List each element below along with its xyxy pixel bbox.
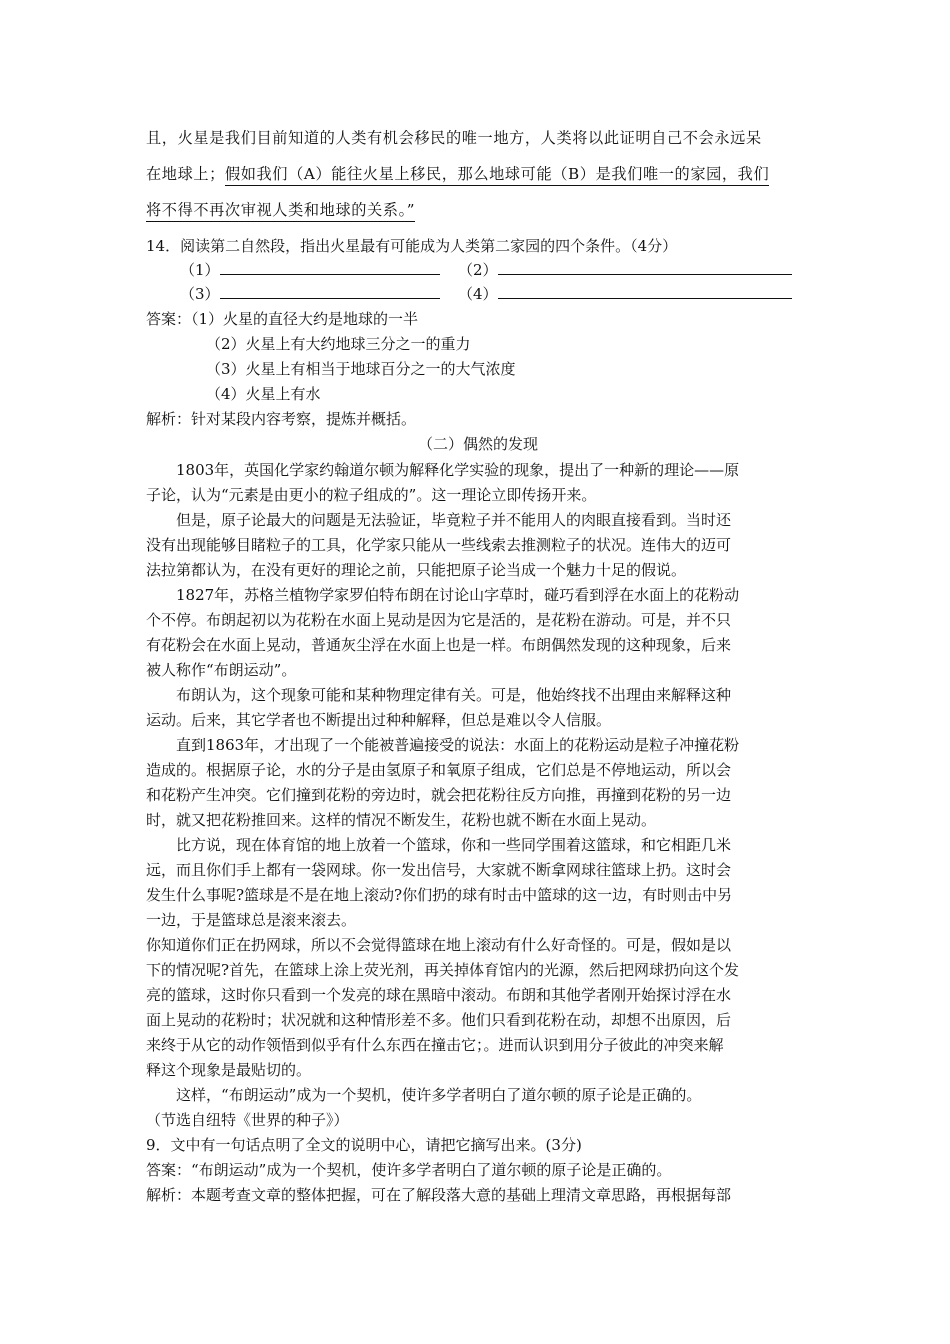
analysis-14: 解析：针对某段内容考察，提炼并概括。 [146, 410, 417, 428]
blank-4 [458, 283, 792, 305]
paragraph-line: 子论，认为“元素是由更小的粒子组成的”。这一理论立即传扬开来。 [146, 486, 597, 504]
answer-14-3: （3）火星上有相当于地球百分之一的大气浓度 [206, 360, 516, 378]
paragraph-line: 直到1863年，才出现了一个能被普遍接受的说法：水面上的花粉运动是粒子冲撞花粉 [176, 736, 740, 754]
article-source: （节选自纽特《世界的种子》） [146, 1111, 349, 1129]
paragraph-line: 法拉第都认为，在没有更好的理论之前，只能把原子论当成一个魅力十足的假说。 [146, 561, 687, 579]
answer-14-1: 答案：（1）火星的直径大约是地球的一半 [146, 310, 419, 328]
blank-line [498, 260, 792, 275]
intro-underlined-end: 将不得不再次审视人类和地球的关系。” [146, 201, 415, 222]
paragraph-line: 来终于从它的动作领悟到似乎有什么东西在撞击它；。进而认识到用分子彼此的冲突来解 [146, 1036, 724, 1054]
paragraph-line: 亮的篮球，这时你只看到一个发亮的球在黑暗中滚动。布朗和其他学者刚开始探讨浮在水 [146, 986, 732, 1004]
paragraph-line: 1803年，英国化学家约翰道尔顿为解释化学实验的现象，提出了一种新的理论——原 [176, 461, 740, 479]
intro-line-1: 且，火星是我们目前知道的人类有机会移民的唯一地方，人类将以此证明自己不会永远呆 [146, 129, 762, 147]
intro-line-2 [146, 163, 769, 185]
paragraph-line: 1827年，苏格兰植物学家罗伯特布朗在讨论山字草时，碰巧看到浮在水面上的花粉动 [176, 586, 740, 604]
blank-label: （3） [180, 285, 220, 303]
blank-1 [180, 259, 440, 281]
blank-label: （4） [458, 285, 498, 303]
paragraph-line: 和花粉产生冲突。它们撞到花粉的旁边时，就会把花粉往反方向推，再撞到花粉的另一边 [146, 786, 732, 804]
paragraph-line: 这样，“布朗运动”成为一个契机，使许多学者明白了道尔顿的原子论是正确的。 [176, 1086, 702, 1104]
answer-14-2: （2）火星上有大约地球三分之一的重力 [206, 335, 471, 353]
paragraph-line: 你知道你们正在扔网球，所以不会觉得篮球在地上滚动有什么好奇怪的。可是，假如是以 [146, 936, 732, 954]
blank-line [498, 284, 792, 299]
paragraph-line: 发生什么事呢?篮球是不是在地上滚动?你们扔的球有时击中篮球的这一边，有时则击中另 [146, 886, 733, 904]
intro-underlined-sentence: 假如我们（A）能往火星上移民，那么地球可能（B）是我们唯一的家园，我们 [225, 165, 769, 186]
article-title: （二）偶然的发现 [417, 435, 538, 453]
paragraph-line: 远，而且你们手上都有一袋网球。你一发出信号，大家就不断拿网球往篮球上扔。这时会 [146, 861, 732, 879]
paragraph-line: 运动。后来，其它学者也不断提出过种种解释，但总是难以令人信服。 [146, 711, 612, 729]
intro-line-3 [146, 199, 415, 221]
answer-9: 答案：“布朗运动”成为一个契机，使许多学者明白了道尔顿的原子论是正确的。 [146, 1161, 672, 1179]
paragraph-line: 被人称作“布朗运动”。 [146, 661, 297, 679]
intro-line-2-prefix: 在地球上； [146, 165, 225, 183]
blank-line [220, 284, 440, 299]
paragraph-line: 造成的。根据原子论，水的分子是由氢原子和氧原子组成，它们总是不停地运动，所以会 [146, 761, 732, 779]
blank-label: （1） [180, 261, 220, 279]
paragraph-line: 面上晃动的花粉时；状况就和这种情形差不多。他们只看到花粉在动，却想不出原因，后 [146, 1011, 732, 1029]
answer-14-4: （4）火星上有水 [206, 385, 321, 403]
paragraph-line: 有花粉会在水面上晃动，普通灰尘浮在水面上也是一样。布朗偶然发现的这种现象，后来 [146, 636, 732, 654]
blank-line [220, 260, 440, 275]
question-14: 14．阅读第二自然段，指出火星最有可能成为人类第二家园的四个条件。（4分） [146, 237, 678, 255]
paragraph-line: 下的情况呢?首先，在篮球上涂上荧光剂，再关掉体育馆内的光源，然后把网球扔向这个发 [146, 961, 740, 979]
paragraph-line: 释这个现象是最贴切的。 [146, 1061, 312, 1079]
paragraph-line: 个不停。布朗起初以为花粉在水面上晃动是因为它是活的，是花粉在游动。可是，并不只 [146, 611, 732, 629]
blank-label: （2） [458, 261, 498, 279]
question-9: 9．文中有一句话点明了全文的说明中心，请把它摘写出来。(3分) [146, 1136, 582, 1154]
paragraph-line: 但是，原子论最大的问题是无法验证，毕竟粒子并不能用人的肉眼直接看到。当时还 [176, 511, 732, 529]
blank-3 [180, 283, 440, 305]
paragraph-line: 时，就又把花粉推回来。这样的情况不断发生，花粉也就不断在水面上晃动。 [146, 811, 657, 829]
paragraph-line: 一边，于是篮球总是滚来滚去。 [146, 911, 357, 929]
blank-2 [458, 259, 792, 281]
analysis-9: 解析：本题考查文章的整体把握，可在了解段落大意的基础上理清文章思路，再根据每部 [146, 1186, 732, 1204]
paragraph-line: 比方说，现在体育馆的地上放着一个篮球，你和一些同学围着这篮球，和它相距几米 [176, 836, 732, 854]
paragraph-line: 布朗认为，这个现象可能和某种物理定律有关。可是，他始终找不出理由来解释这种 [176, 686, 732, 704]
paragraph-line: 没有出现能够目睹粒子的工具，化学家只能从一些线索去推测粒子的状况。连伟大的迈可 [146, 536, 732, 554]
